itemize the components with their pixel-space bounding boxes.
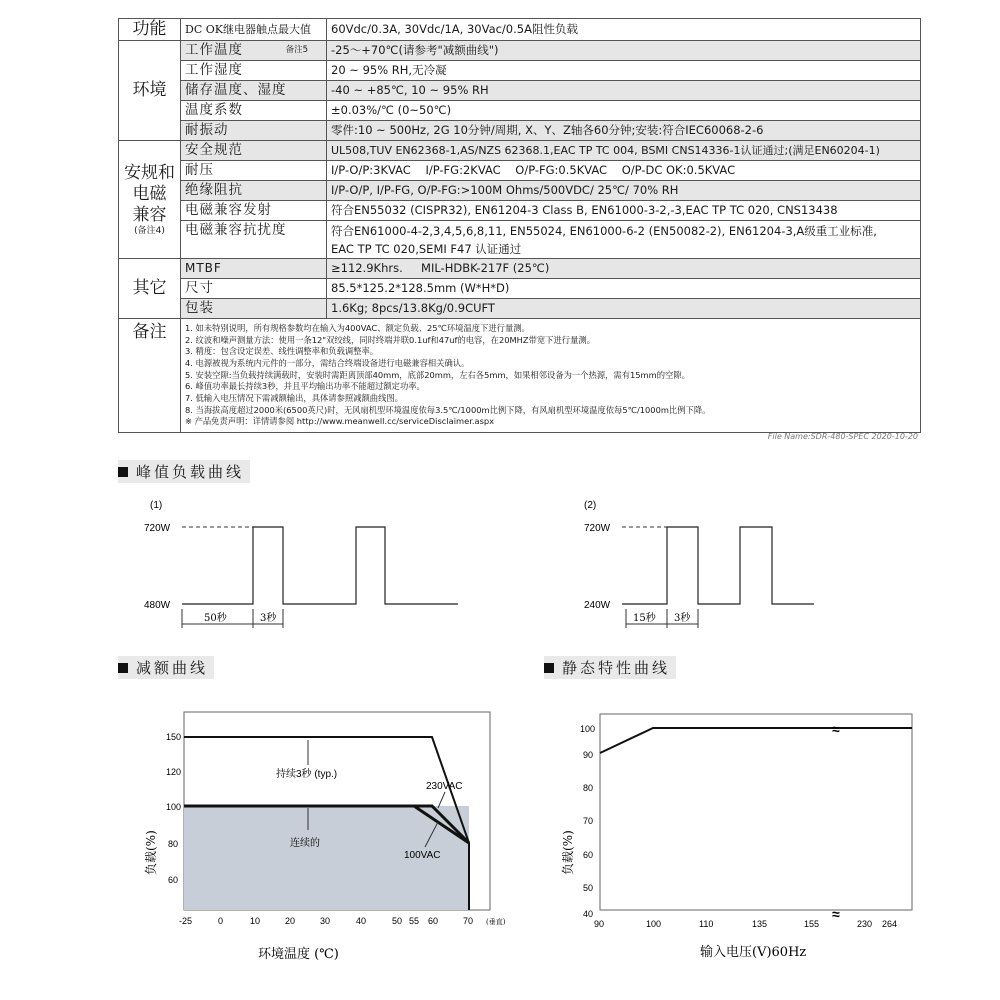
value-storage: -40 ~ +85℃, 10 ~ 95% RH xyxy=(327,81,921,101)
value-working-humidity: 20 ~ 95% RH,无冷凝 xyxy=(327,61,921,81)
item-mtbf: MTBF xyxy=(181,259,327,279)
static-ytick-70: 70 xyxy=(583,816,594,826)
value-mtbf: ≥112.9Khrs. MIL-HDBK-217F (25℃) xyxy=(327,259,921,279)
peak-load-title-text: 峰值负载曲线 xyxy=(136,463,245,481)
derating-xtick-40: 40 xyxy=(356,916,367,926)
value-working-temp: -25～+70℃(请参考"减额曲线") xyxy=(327,41,921,61)
static-xtick-230: 230 xyxy=(857,919,873,929)
derating-ytick-100: 100 xyxy=(166,802,182,812)
derating-xtick-20: 20 xyxy=(285,916,296,926)
value-safety-standards: UL508,TUV EN62368-1,AS/NZS 62368.1,EAC TP TC 004, BSMI CNS14336-1认证通过;(满足EN60204-1) xyxy=(327,141,921,161)
category-notes: 备注 xyxy=(119,319,181,433)
category-safety-note: (备注4) xyxy=(134,225,165,236)
static-ytick-80: 80 xyxy=(583,783,594,793)
peak2-low-label: 240W xyxy=(584,600,611,611)
derating-title xyxy=(118,656,214,679)
value-emc-emission: 符合EN55032 (CISPR32), EN61204-3 Class B, EN61000-3-2,-3,EAC TP TC 020, CNS13438 xyxy=(327,201,921,221)
section-bullet-icon xyxy=(118,663,128,673)
item-withstand: 耐压 xyxy=(181,161,327,181)
note-line-6: 6. 峰值功率最长持续3秒，并且平均输出功率不能超过额定功率。 xyxy=(185,381,425,392)
category-safety-line3: 兼容 xyxy=(132,204,167,225)
static-ytick-50: 50 xyxy=(583,883,594,893)
item-working-humidity: 工作湿度 xyxy=(181,61,327,81)
notes-block xyxy=(181,319,921,433)
static-title xyxy=(544,656,676,679)
derating-xtick-30: 30 xyxy=(320,916,331,926)
note-5-ref: 备注5 xyxy=(285,45,308,55)
derating-ytick-60: 60 xyxy=(168,875,179,885)
value-dimension: 85.5*125.2*128.5mm (W*H*D) xyxy=(327,279,921,299)
derating-ann-cont: 连续的 xyxy=(290,838,320,849)
item-dimension: 尺寸 xyxy=(181,279,327,299)
item-emc-emission: 电磁兼容发射 xyxy=(181,201,327,221)
static-ytick-60: 60 xyxy=(583,850,594,860)
derating-xtick-70: 70 xyxy=(463,916,474,926)
note-line-disclaimer: ※ 产品免责声明：详情请参阅 http://www.meanwell.cc/serviceDisclaimer.aspx xyxy=(185,416,495,427)
section-bullet-icon xyxy=(118,467,128,477)
value-temp-coeff: ±0.03%/℃ (0~50℃) xyxy=(327,101,921,121)
category-other: 其它 xyxy=(119,259,181,319)
static-ytick-40: 40 xyxy=(583,909,594,919)
static-xlabel: 输入电压(V)60Hz xyxy=(700,945,807,960)
static-break-mark-bottom: ≈ xyxy=(832,906,840,922)
derating-ytick-120: 120 xyxy=(166,767,182,777)
derating-xtick-55: 55 xyxy=(409,916,420,926)
category-environment: 环境 xyxy=(119,41,181,141)
static-xtick-155: 155 xyxy=(804,919,820,929)
static-xtick-110: 110 xyxy=(699,919,714,929)
derating-xtick-10: 10 xyxy=(250,916,261,926)
static-ylabel: 负载(%) xyxy=(561,830,575,875)
derating-xtick-50: 50 xyxy=(392,916,403,926)
category-function: 功能 xyxy=(119,19,181,41)
item-isolation: 绝缘阻抗 xyxy=(181,181,327,201)
peak1-high-duration: 3秒 xyxy=(260,613,277,624)
value-emc-immunity-line2: EAC TP TC 020,SEMI F47 认证通过 xyxy=(331,241,522,256)
static-xtick-264: 264 xyxy=(882,919,898,929)
derating-ann-peak: 持续3秒 (typ.) xyxy=(276,769,338,780)
derating-ann-230: 230VAC xyxy=(426,781,463,792)
derating-xtick-0: 0 xyxy=(218,916,224,926)
peak2-low-duration: 15秒 xyxy=(633,613,656,624)
item-emc-immunity: 电磁兼容抗扰度 xyxy=(181,221,327,259)
value-emc-immunity xyxy=(327,221,921,259)
derating-xtick-60: 60 xyxy=(428,916,439,926)
peak-load-title xyxy=(118,460,250,483)
static-xtick-100: 100 xyxy=(646,919,662,929)
peak1-low-label: 480W xyxy=(144,600,171,611)
value-isolation: I/P-O/P, I/P-FG, O/P-FG:>100M Ohms/500VDC/ 25℃/ 70% RH xyxy=(327,181,921,201)
peak2-high-label: 720W xyxy=(584,523,611,534)
peak2-high-duration: 3秒 xyxy=(674,613,691,624)
peak2-label: (2) xyxy=(584,500,597,511)
derating-ytick-150: 150 xyxy=(166,732,182,742)
derating-xlabel: 环境温度 (℃) xyxy=(258,947,339,962)
note-line-7: 7. 低输入电压情况下需减额输出，具体请参照减额曲线图。 xyxy=(185,393,403,404)
static-break-mark-top: ≈ xyxy=(832,721,840,737)
derating-title-text: 减额曲线 xyxy=(136,659,209,677)
peak-load-charts xyxy=(0,490,1000,640)
value-emc-immunity-line1: 符合EN61000-4-2,3,4,5,6,8,11, EN55024, EN61000-6-2 (EN50082-2), EN61204-3,A级重工业标准, xyxy=(331,223,877,238)
note-line-4: 4. 电源被视为系统内元件的一部分，需结合终端设备进行电磁兼容相关确认。 xyxy=(185,357,470,368)
static-xtick-135: 135 xyxy=(752,919,768,929)
section-bullet-icon xyxy=(544,663,554,673)
static-xtick-90: 90 xyxy=(594,919,605,929)
note-line-3: 3. 精度：包含设定误差、线性调整率和负载调整率。 xyxy=(185,346,379,357)
static-ytick-100: 100 xyxy=(580,724,596,734)
category-safety-line2: 电磁 xyxy=(132,183,167,204)
static-title-text: 静态特性曲线 xyxy=(562,659,671,677)
peak2-waveform xyxy=(622,527,814,604)
file-name: File Name:SDR-480-SPEC 2020-10-20 xyxy=(767,432,918,441)
item-vibration: 耐振动 xyxy=(181,121,327,141)
peak1-waveform xyxy=(182,527,458,604)
category-safety-emc xyxy=(119,141,181,259)
peak1-low-duration: 50秒 xyxy=(204,613,227,624)
category-safety-line1: 安规和 xyxy=(124,162,175,183)
derating-ylabel: 负载(%) xyxy=(144,830,158,875)
value-dc-ok: 60Vdc/0.3A, 30Vdc/1A, 30Vac/0.5A阻性负载 xyxy=(327,19,921,41)
derating-ann-100: 100VAC xyxy=(404,850,441,861)
peak1-label: (1) xyxy=(150,500,163,511)
item-packing: 包装 xyxy=(181,299,327,319)
spec-table xyxy=(118,18,921,433)
item-storage: 储存温度、湿度 xyxy=(181,81,327,101)
note-line-8: 8. 当海拔高度超过2000米(6500英尺)时，无风扇机型环境温度依每3.5℃/1000m比例下降，有风扇机型环境温度依每5℃/1000m比例下降。 xyxy=(185,404,711,415)
peak1-high-label: 720W xyxy=(144,523,171,534)
item-safety-standards: 安全规范 xyxy=(181,141,327,161)
static-ytick-90: 90 xyxy=(583,750,594,760)
item-working-temp xyxy=(181,41,327,61)
item-working-temp-label: 工作温度 xyxy=(185,42,243,58)
value-withstand: I/P-O/P:3KVAC I/P-FG:2KVAC O/P-FG:0.5KVAC O/P-DC OK:0.5KVAC xyxy=(327,161,921,181)
note-line-2: 2. 纹波和噪声测量方法：使用一条12"双绞线，同时终端并联0.1uf和47uf的电容，在20MHZ带宽下进行量测。 xyxy=(185,334,595,345)
item-temp-coeff: 温度系数 xyxy=(181,101,327,121)
static-frame xyxy=(600,714,912,910)
derating-chart xyxy=(0,700,1000,970)
note-line-5: 5. 安装空隙:当负载持续满载时，安装时需距离顶部40mm，底部20mm，左右各5mm，如果相邻设备为一个热源，需有15mm的空隙。 xyxy=(185,369,690,380)
note-line-1: 1. 如未特别说明，所有规格参数均在输入为400VAC、额定负载、25℃环境温度下进行量测。 xyxy=(185,322,530,333)
item-dc-ok: DC OK继电器触点最大值 xyxy=(181,19,327,41)
derating-x-unit: (垂直) xyxy=(486,918,506,926)
value-packing: 1.6Kg; 8pcs/13.8Kg/0.9CUFT xyxy=(327,299,921,319)
derating-xtick-m25: -25 xyxy=(179,916,193,926)
derating-ytick-80: 80 xyxy=(168,839,179,849)
value-vibration: 零件:10 ~ 500Hz, 2G 10分钟/周期, X、Y、Z轴各60分钟;安装:符合IEC60068-2-6 xyxy=(327,121,921,141)
